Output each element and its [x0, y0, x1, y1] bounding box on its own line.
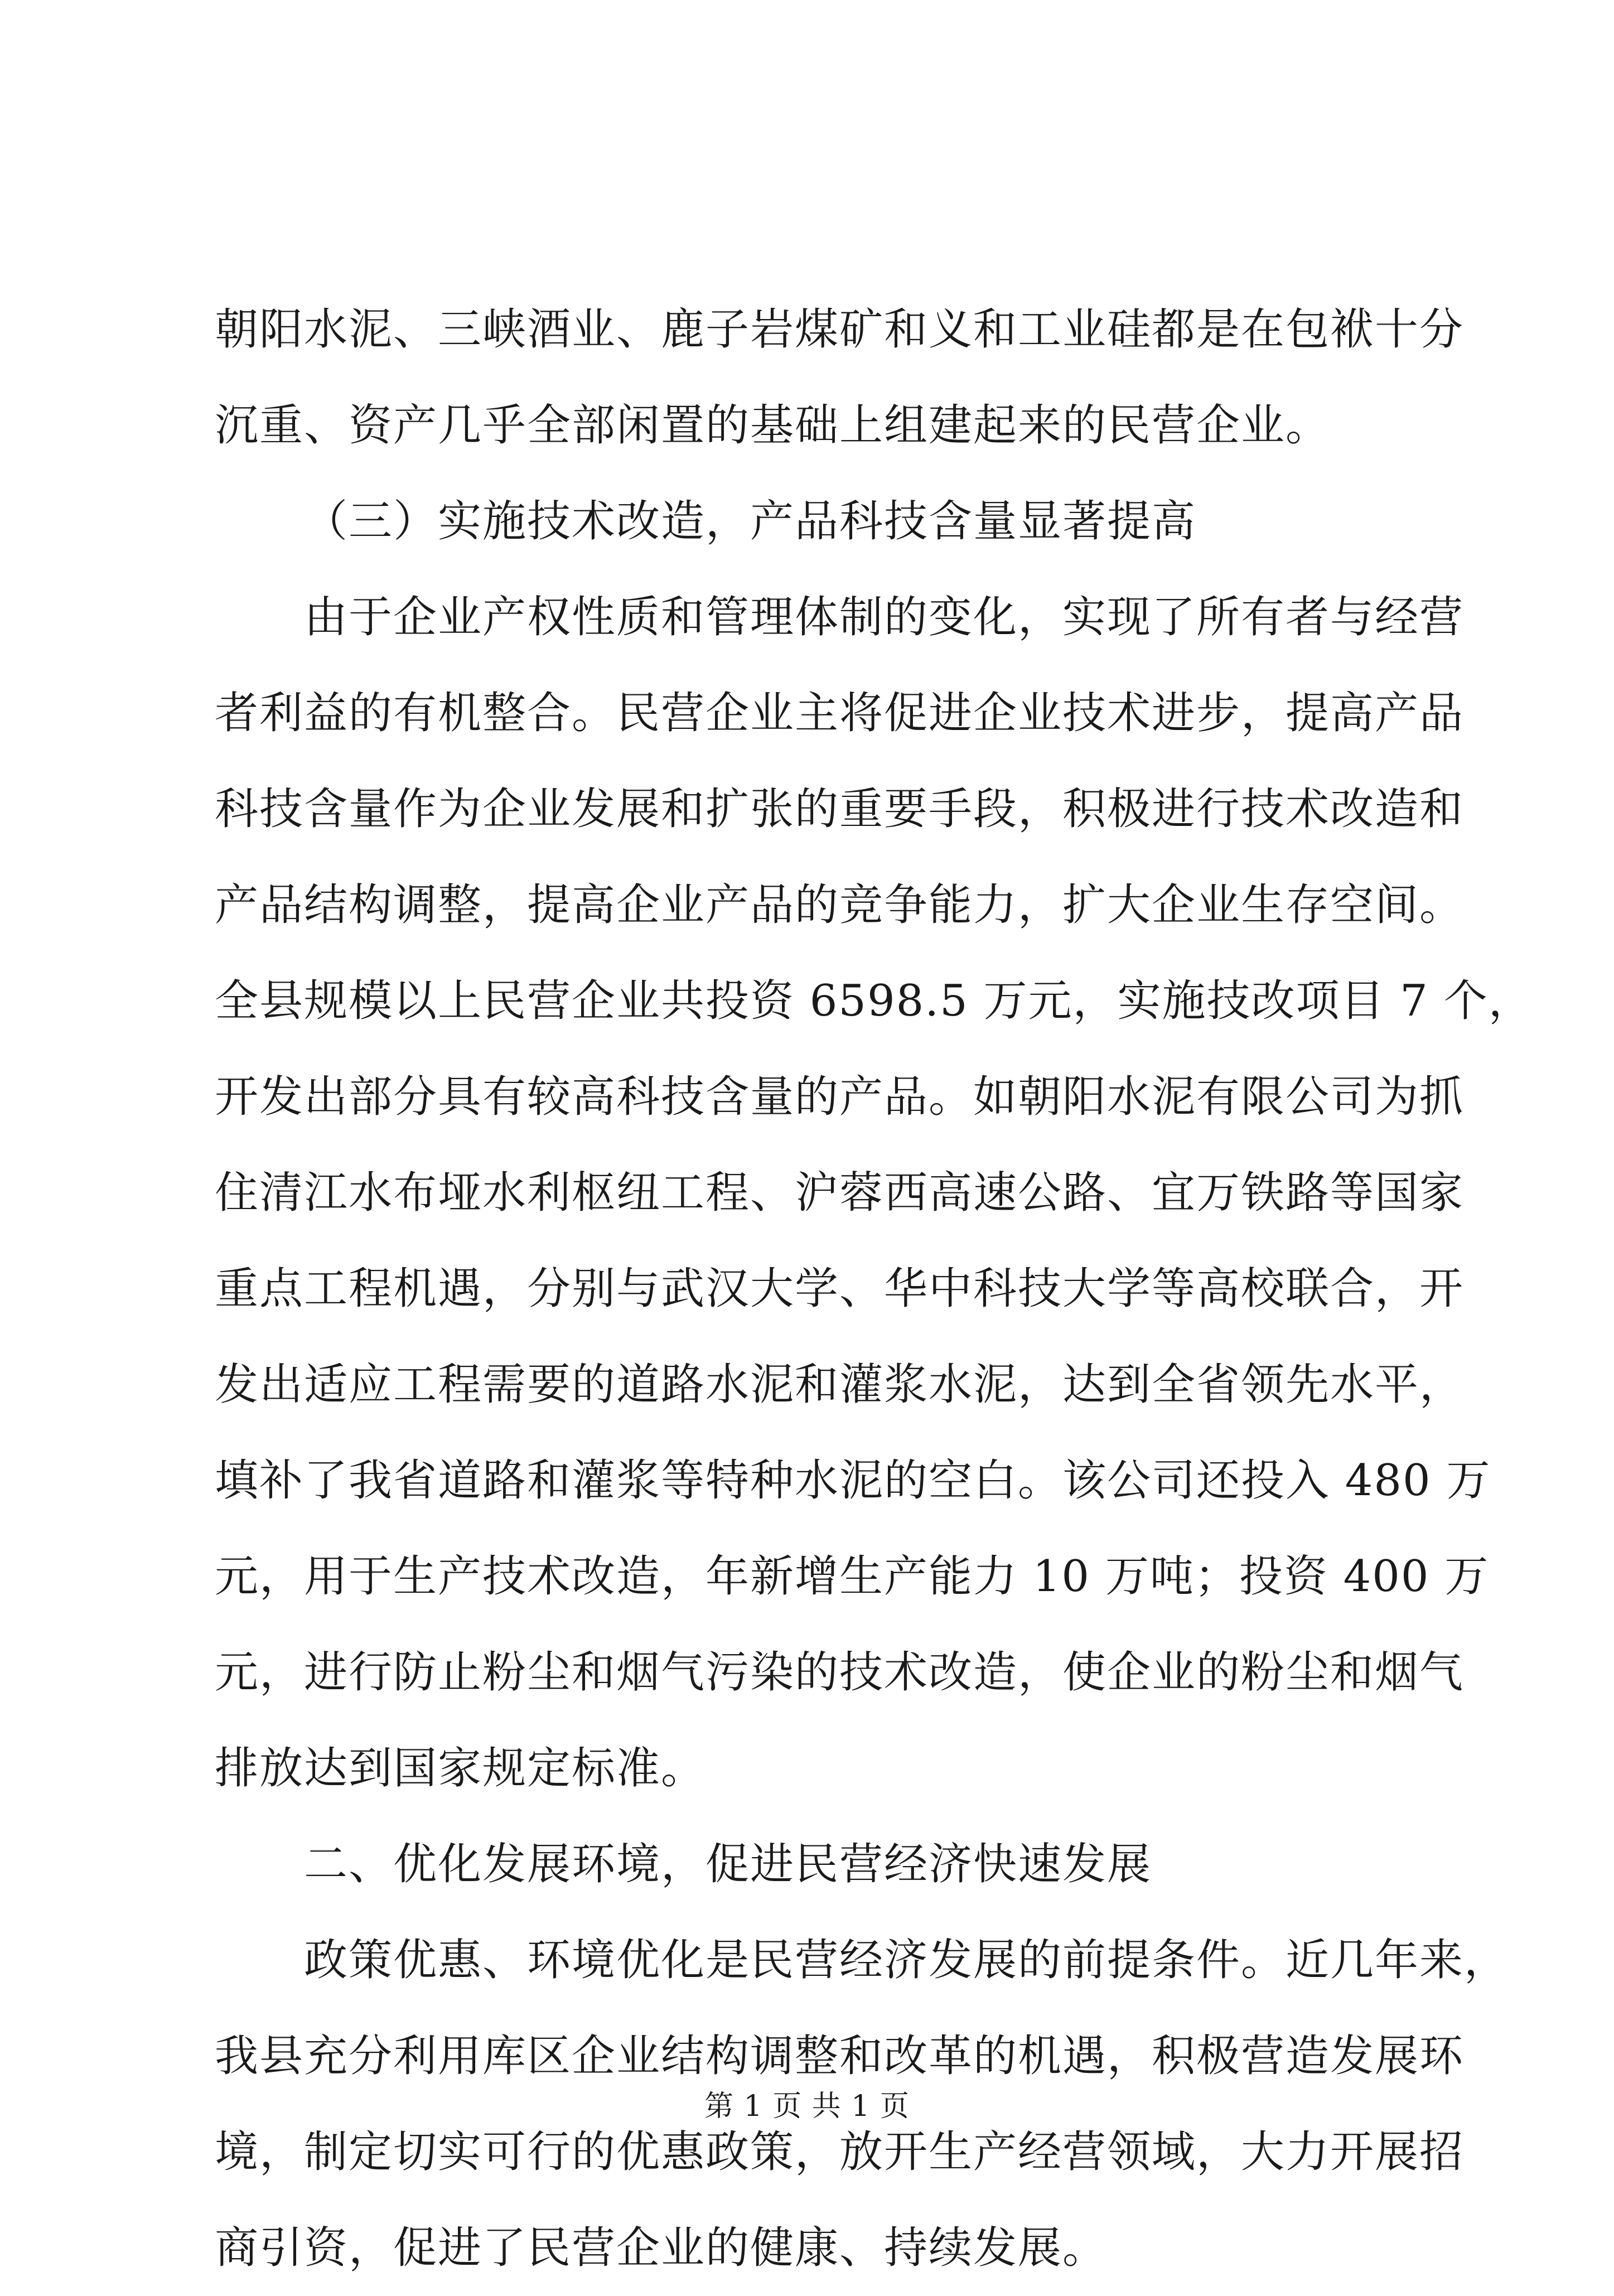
section-heading: 二、优化发展环境，促进民营经济快速发展: [304, 1839, 1152, 1889]
paragraph-line: 排放达到国家规定标准。: [215, 1743, 706, 1794]
paragraph-line: 全县规模以上民营企业共投资 6598.5 万元，实施技改项目 7 个，: [215, 976, 1533, 1026]
paragraph-line: 由于企业产权性质和管理体制的变化，实现了所有者与经营: [304, 592, 1465, 642]
paragraph-line: 商引资，促进了民营企业的健康、持续发展。: [215, 2223, 1108, 2273]
paragraph-line: 政策优惠、环境优化是民营经济发展的前提条件。近几年来，: [304, 1935, 1509, 1985]
paragraph-line: 元，进行防止粉尘和烟气污染的技术改造，使企业的粉尘和烟气: [215, 1647, 1465, 1698]
paragraph-line: 填补了我省道路和灌浆等特种水泥的空白。该公司还投入 480 万: [215, 1456, 1491, 1506]
paragraph-line: 重点工程机遇，分别与武汉大学、华中科技大学等高校联合，开: [215, 1264, 1465, 1314]
paragraph-line: 开发出部分具有较高科技含量的产品。如朝阳水泥有限公司为抓: [215, 1072, 1465, 1122]
paragraph-line: 我县充分利用库区企业结构调整和改革的机遇，积极营造发展环: [215, 2031, 1465, 2081]
document-body: [215, 282, 1533, 2296]
paragraph-line: 朝阳水泥、三峡酒业、鹿子岩煤矿和义和工业硅都是在包袱十分: [215, 304, 1465, 355]
paragraph-line: 产品结构调整，提高企业产品的竞争能力，扩大企业生存空间。: [215, 880, 1465, 930]
paragraph-line: 发出适应工程需要的道路水泥和灌浆水泥，达到全省领先水平，: [215, 1360, 1465, 1410]
paragraph-line: 科技含量作为企业发展和扩张的重要手段，积极进行技术改造和: [215, 784, 1465, 834]
paragraph-line: 住清江水布垭水利枢纽工程、沪蓉西高速公路、宜万铁路等国家: [215, 1168, 1465, 1218]
paragraph-line: 元，用于生产技术改造，年新增生产能力 10 万吨；投资 400 万: [215, 1551, 1490, 1602]
page-number: 第 1 页 共 1 页: [704, 2090, 910, 2123]
section-heading: （三）实施技术改造，产品科技含量显著提高: [304, 496, 1197, 547]
paragraph-line: 境，制定切实可行的优惠政策，放开生产经营领域，大力开展招: [215, 2127, 1465, 2177]
paragraph-line: 者利益的有机整合。民营企业主将促进企业技术进步，提高产品: [215, 688, 1465, 738]
paragraph-line: 沉重、资产几乎全部闲置的基础上组建起来的民营企业。: [215, 400, 1331, 451]
